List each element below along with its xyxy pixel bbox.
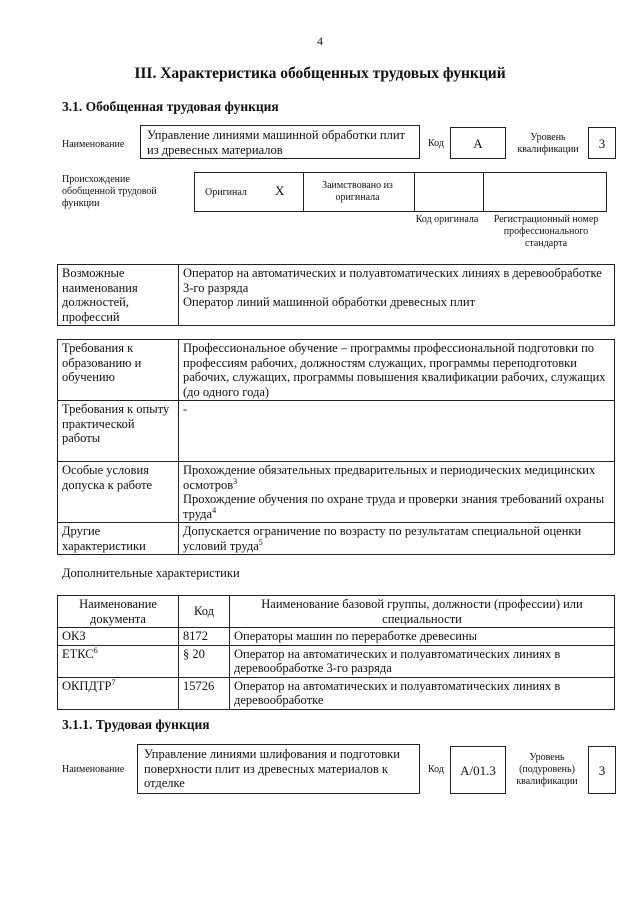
table-row — [58, 645, 615, 677]
tf-heading: 3.1.1. Трудовая функция — [62, 717, 210, 732]
name-cell: Оператор на автоматических и полуавтоматических линиях в деревообработке — [230, 677, 615, 709]
positions-table — [57, 264, 615, 326]
req-line: Прохождение обучения по охране труда и проверки знания требований охраны труда$^4$ — [183, 492, 605, 521]
requirements-table — [57, 339, 615, 555]
doc-cell: ОКЗ — [58, 628, 179, 646]
section-title: III. Характеристика обобщенных трудовых функций — [134, 65, 506, 82]
tf-code-label: Код — [428, 764, 444, 775]
gtf-name-label: Наименование — [62, 139, 125, 150]
code-cell: § 20 — [179, 645, 230, 677]
position-line: Оператор линий машинной обработки древесных плит — [183, 295, 476, 309]
name-cell: Операторы машин по переработке древесины — [230, 628, 615, 646]
name-cell: Оператор на автоматических и полуавтоматических линиях в деревообработке 3-го разряда — [230, 645, 615, 677]
positions-label: Возможные наименования должностей, профессий — [58, 265, 179, 326]
tf-code-value: A/01.3 — [450, 746, 506, 794]
original-mark: X — [275, 183, 285, 198]
origin-label: Происхождение обобщенной трудовой функции — [62, 174, 157, 209]
req-label: Особые условия допуска к работе — [58, 462, 179, 523]
tf-level-value: 3 — [588, 746, 616, 794]
code-cell: 15726 — [179, 677, 230, 709]
reg-number-caption: Регистрационный номер профессионального стандарта — [493, 214, 599, 249]
borrowed-label: Заимствовано из оригинала — [322, 180, 393, 203]
positions-cell — [179, 265, 615, 326]
gtf-heading: 3.1. Обобщенная трудовая функция — [62, 99, 279, 114]
gtf-code-label: Код — [428, 138, 444, 149]
req-value: Профессиональное обучение – программы профессиональной подготовки по профессиям рабочих, должностям служащих, программы переподготовки рабочих, служащих, программы повышения квалификации рабочих, служащих (до одного года) — [179, 340, 615, 401]
gtf-code-value: А — [450, 127, 506, 159]
page-number: 4 — [317, 34, 323, 48]
req-value: - — [179, 401, 615, 462]
footnote-ref: 4 — [212, 505, 217, 515]
req-label: Другие характеристики — [58, 523, 179, 555]
doc-cell: ЕТКС$^6$ — [58, 645, 179, 677]
gtf-name-value: Управление линиями машинной обработки плит из древесных материалов — [140, 125, 420, 159]
col-header-doc: Наименование документа — [58, 596, 179, 628]
additional-table — [57, 595, 615, 710]
col-header-name: Наименование базовой группы, должности (профессии) или специальности — [230, 596, 615, 628]
tf-name-value: Управление линиями шлифования и подготовки поверхности плит из древесных материалов к отделке — [137, 744, 420, 794]
tf-name-label: Наименование — [62, 764, 125, 775]
code-cell: 8172 — [179, 628, 230, 646]
req-value-cell — [179, 462, 615, 523]
req-label: Требования к образованию и обучению — [58, 340, 179, 401]
gtf-level-value: 3 — [588, 127, 616, 159]
footnote-ref: 7 — [111, 677, 116, 687]
table-row — [58, 628, 615, 646]
position-line: Оператор на автоматических и полуавтоматических линиях в деревообработке 3-го разряда — [183, 266, 602, 295]
doc-cell: ОКПДТР$^7$ — [58, 677, 179, 709]
req-value-cell: Допускается ограничение по возрасту по результатам специальной оценки условий труда$^5$ — [179, 523, 615, 555]
footnote-ref: 6 — [93, 645, 98, 655]
col-header-code: Код — [179, 596, 230, 628]
req-line: Прохождение обязательных предварительных и периодических медицинских осмотров$^3$ — [183, 463, 596, 492]
footnote-ref: 3 — [233, 476, 238, 486]
table-row — [58, 677, 615, 709]
orig-code-caption: Код оригинала — [415, 214, 479, 225]
footnote-ref: 5 — [258, 537, 263, 547]
req-label: Требования к опыту практической работы — [58, 401, 179, 462]
additional-heading: Дополнительные характеристики — [62, 566, 240, 580]
tf-level-label: Уровень (подуровень) квалификации — [516, 752, 578, 787]
original-label: Оригинал — [205, 187, 247, 198]
gtf-level-label: Уровень квалификации — [517, 132, 579, 155]
